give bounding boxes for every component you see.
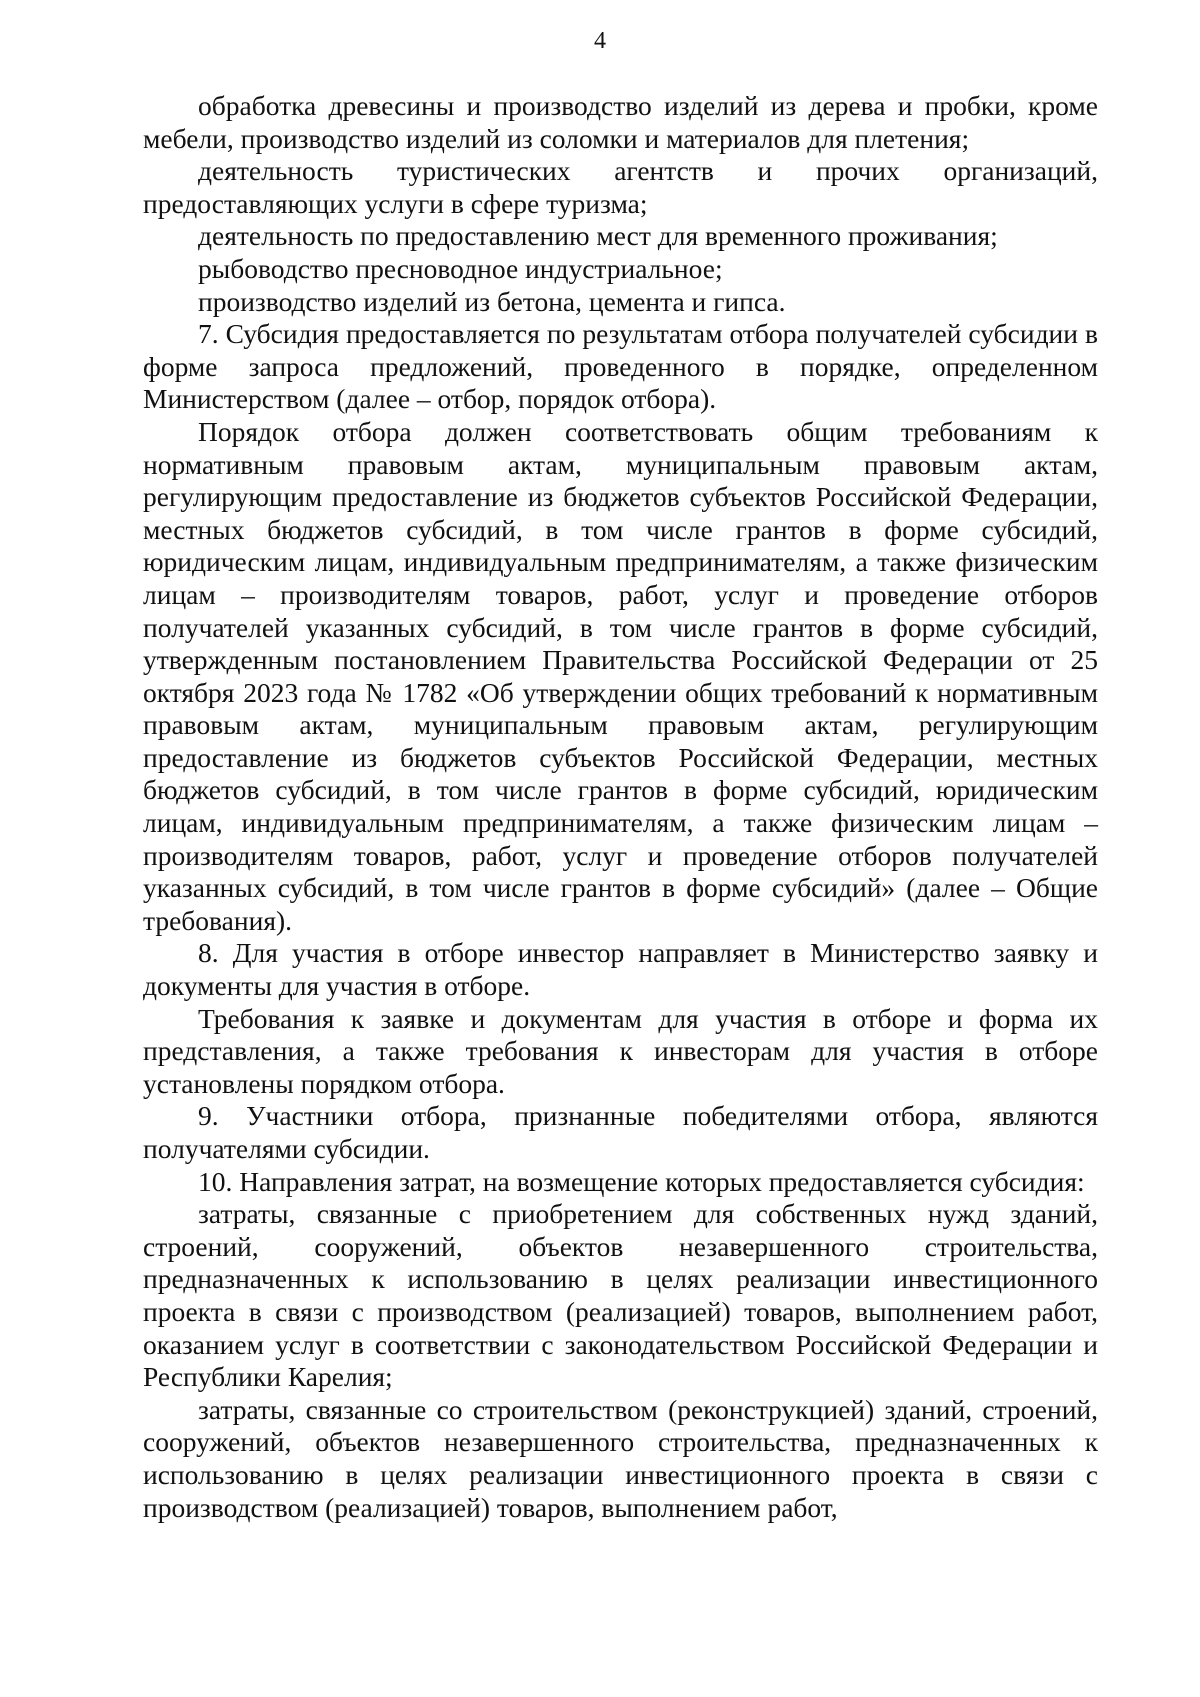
paragraph-selection-procedure: Порядок отбора должен соответствовать общим требованиям к нормативным правовым актам, муниципальным правовым актам, регулирующим предоставление из бюджетов субъектов Российской Федерации, местных бюджетов субсидий, в том числе грантов в форме субсидий, юридическим лицам, индивидуальным предпринимателям, а также физическим лицам – производителям товаров, работ, услуг и проведение отборов получателей указанных субсидий, в том числе грантов в форме субсидий, утвержденным постановлением Правительства Российской Федерации от 25 октября 2023 года № 1782 «Об утверждении общих требований к нормативным правовым актам, муниципальным правовым актам, регулирующим предоставление из бюджетов субъектов Российской Федерации, местных бюджетов субсидий, в том числе грантов в форме субсидий, юридическим лицам, индивидуальным предпринимателям, а также физическим лицам – производителям товаров, работ, услуг и проведение отборов получателей указанных субсидий, в том числе грантов в форме субсидий» (далее – Общие требования). <box>143 415 1098 936</box>
paragraph-acquisition-costs: затраты, связанные с приобретением для собственных нужд зданий, строений, сооружений, объектов незавершенного строительства, предназначенных к использованию в целях реализации инвестиционного проекта в связи с производством (реализацией) товаров, выполнением работ, оказанием услуг в соответствии с законодательством Российской Федерации и Республики Карелия; <box>143 1198 1098 1393</box>
paragraph-item-9: 9. Участники отбора, признанные победителями отбора, являются получателями субсидии. <box>143 1100 1098 1164</box>
paragraph-wood-processing: обработка древесины и производство изделий из дерева и пробки, кроме мебели, производство изделий из соломки и материалов для плетения; <box>143 90 1098 154</box>
page-number: 4 <box>594 28 606 54</box>
paragraph-application-requirements: Требования к заявке и документам для участия в отборе и форма их представления, а также требования к инвесторам для участия в отборе установлены порядком отбора. <box>143 1002 1098 1099</box>
paragraph-accommodation: деятельность по предоставлению мест для временного проживания; <box>198 220 998 252</box>
paragraph-fish-farming: рыбоводство пресноводное индустриальное; <box>198 252 723 284</box>
paragraph-tourism: деятельность туристических агентств и прочих организаций, предоставляющих услуги в сфере туризма; <box>143 155 1098 219</box>
paragraph-construction-costs: затраты, связанные со строительством (реконструкцией) зданий, строений, сооружений, объектов незавершенного строительства, предназначенных к использованию в целях реализации инвестиционного проекта в связи с производством (реализацией) товаров, выполнением работ, <box>143 1393 1098 1523</box>
paragraph-concrete: производство изделий из бетона, цемента и гипса. <box>198 285 786 317</box>
document-body <box>143 90 1098 1524</box>
paragraph-item-10: 10. Направления затрат, на возмещение которых предоставляется субсидия: <box>198 1165 1085 1197</box>
paragraph-item-8: 8. Для участия в отборе инвестор направляет в Министерство заявку и документы для участия в отборе. <box>143 937 1098 1002</box>
paragraph-item-7: 7. Субсидия предоставляется по результатам отбора получателей субсидии в форме запроса предложений, проведенного в порядке, определенном Министерством (далее – отбор, порядок отбора). <box>143 318 1098 415</box>
